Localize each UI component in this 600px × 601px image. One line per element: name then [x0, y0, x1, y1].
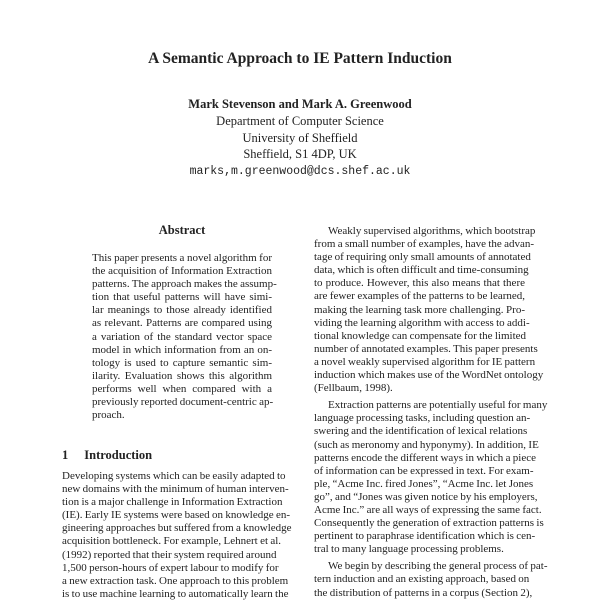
text-line: ple, “Acme Inc. fired Jones”, “Acme Inc. let Jones	[314, 477, 534, 490]
text-line: go”, and “Jones was given notice by his employers,	[314, 490, 538, 503]
paragraph	[314, 225, 544, 395]
text-line: pertinent to paraphrase identification which is cen-	[314, 530, 536, 543]
text-line: swering and the identification of lexical relations	[314, 425, 528, 438]
text-line: are fewer examples of the patterns to be learned,	[314, 290, 525, 303]
text-line: patterns. The approach makes the assump-	[92, 278, 277, 291]
text-line: (1992) reported that their system required around	[62, 548, 277, 561]
text-line: tage of requiring only small amounts of annotated	[314, 251, 531, 264]
text-line: as relevant. Patterns are compared using	[92, 317, 272, 330]
text-line: (such as meronomy and hyponymy). In addition, IE	[314, 438, 539, 451]
text-line: data, which is often difficult and time-consuming	[314, 264, 529, 277]
paper-title: A Semantic Approach to IE Pattern Induction	[148, 50, 452, 67]
paragraph	[314, 399, 548, 556]
authors: Mark Stevenson and Mark A. Greenwood	[188, 97, 412, 111]
section-number: 1	[62, 448, 69, 462]
text-line: tern induction and an existing approach, based on	[314, 573, 530, 586]
text-line: to produce. However, this also means that there	[314, 277, 525, 290]
text-line: lar meanings to those already identified	[92, 304, 272, 317]
text-line: making the learning task more challenging. Pro-	[314, 303, 525, 316]
text-line: the acquisition of Information Extraction	[92, 265, 272, 278]
abstract-section	[92, 252, 277, 422]
text-line: model in which information from an on-	[92, 343, 272, 356]
text-line: tion is a major challenge in Information Extraction	[62, 496, 283, 509]
text-line: Weakly supervised algorithms, which bootstrap	[328, 225, 536, 237]
text-line: previously reported document-centric ap-	[92, 396, 274, 409]
text-line: proach.	[92, 409, 125, 422]
text-line: a new extraction task. One approach to this problem	[62, 574, 289, 587]
right-column	[314, 225, 548, 600]
department: Department of Computer Science	[216, 114, 384, 128]
text-line: new domains with the minimum of human interven-	[62, 483, 289, 496]
text-line: performs well when compared with a	[92, 382, 272, 395]
text-line: This paper presents a novel algorithm for	[92, 252, 272, 264]
text-line: tion that useful patterns will have simi-	[92, 291, 272, 304]
text-line: We begin by describing the general process of pat-	[328, 560, 548, 573]
text-line: viding the learning algorithm with access to addi-	[314, 316, 530, 329]
text-line: gineering approaches but suffered from a knowledge	[62, 522, 292, 535]
text-line: tral to many language processing problems.	[314, 543, 504, 556]
text-line: of information can be expressed in text. For exam-	[314, 464, 534, 477]
introduction-section	[62, 470, 292, 601]
introduction-body	[62, 470, 292, 601]
text-line: induction which makes use of the WordNet ontology	[314, 369, 544, 382]
address: Sheffield, S1 4DP, UK	[243, 147, 357, 161]
text-line: the distribution of patterns in a corpus (Section 2),	[314, 586, 533, 599]
university: University of Sheffield	[242, 131, 358, 145]
text-line: number of annotated examples. This paper presents	[314, 342, 538, 355]
text-line: tional knowledge can compensate for the limited	[314, 329, 527, 342]
text-line: patterns encode the different ways in which a piece	[314, 451, 537, 464]
text-line: ilarity. Evaluation shows this algorithm	[92, 369, 272, 382]
text-line: Extraction patterns are potentially useful for many	[328, 399, 548, 412]
text-line: Developing systems which can be easily adapted to	[62, 470, 286, 482]
section-title: Introduction	[84, 448, 153, 462]
text-line: (IE). Early IE systems were based on knowledge en-	[62, 509, 291, 522]
right-column-body	[314, 225, 548, 600]
text-line: (Fellbaum, 1998).	[314, 382, 393, 395]
text-line: Acme Inc.” are all ways of expressing the same fact.	[314, 503, 542, 516]
abstract-body	[92, 252, 277, 422]
text-line: tology is used to capture semantic sim-	[92, 356, 272, 369]
text-line: is to use machine learning to automatically learn the	[62, 587, 289, 600]
introduction-heading	[62, 448, 272, 462]
text-line: language processing tasks, including question an-	[314, 412, 531, 425]
text-line: a novel weakly supervised algorithm for IE pattern	[314, 355, 536, 368]
text-line: from a small number of examples, have the advan-	[314, 238, 535, 251]
text-line: Consequently the generation of extraction patterns is	[314, 517, 544, 530]
email: marks,m.greenwood@dcs.shef.ac.uk	[189, 165, 411, 178]
paragraph	[314, 560, 548, 599]
abstract-heading: Abstract	[158, 223, 206, 237]
text-line: 1,500 person-hours of expert labour to modify for	[62, 561, 279, 574]
text-line: acquisition bottleneck. For example, Lehnert et al.	[62, 535, 282, 548]
text-line: a variation of the standard vector space	[92, 330, 272, 343]
